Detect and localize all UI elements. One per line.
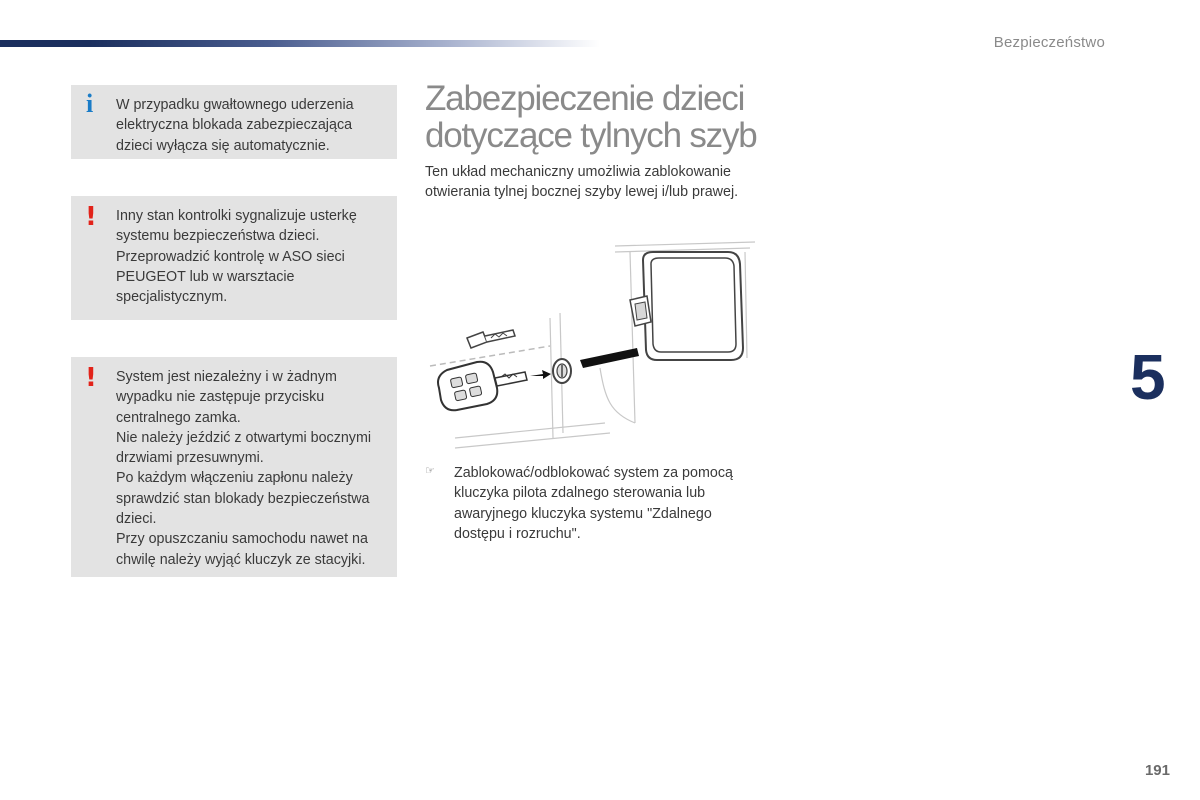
pointer-arrow (580, 348, 639, 368)
info-box (71, 85, 397, 159)
heading-line: Zabezpieczenie dzieci (425, 79, 745, 118)
warning-box-fault (71, 196, 397, 320)
warning-box-paragraph: Przy opuszczaniu samochodu nawet na chwilę należy wyjąć kluczyk ze stacyjki. (116, 531, 368, 568)
warning-box-text (116, 367, 391, 570)
lock-cylinder (553, 359, 571, 383)
warning-box-text (116, 206, 391, 307)
warning-box-paragraph: System jest niezależny i w żadnym wypadku nie zastępuje przycisku centralnego zamka. (116, 369, 337, 426)
window-frame (643, 252, 743, 360)
instruction-text: Zablokować/odblokować system za pomocą kluczyka pilota zdalnego sterowania lub awaryjnego kluczyka systemu "Zdalnego dostępu i rozruchu". (454, 465, 733, 542)
warning-box-system (71, 357, 397, 577)
remote-key-fob (438, 362, 527, 411)
warning-box-paragraph: Przeprowadzić kontrolę w ASO sieci PEUGEOT lub w warsztacie specjalistycznym. (116, 248, 345, 306)
header-gradient-bar (0, 40, 600, 47)
intro-text: Ten układ mechaniczny umożliwia zablokowanie otwierania tylnej bocznej szyby lewej i/lub prawej. (425, 164, 739, 201)
heading-line: dotyczące tylnych szyb (425, 116, 757, 155)
child-lock-illustration (425, 238, 760, 453)
warning-icon: ! (85, 363, 97, 393)
warning-box-paragraph: Po każdym włączeniu zapłonu należy sprawdzić stan blokady bezpieczeństwa dzieci. (116, 470, 370, 528)
section-title: Bezpieczeństwo (993, 34, 1105, 51)
warning-box-paragraph: Inny stan kontrolki sygnalizuje usterkę systemu bezpieczeństwa dzieci. (116, 208, 357, 245)
pointing-hand-icon: ☞ (425, 464, 435, 477)
page-number: 191 (1144, 762, 1170, 779)
page-heading (425, 80, 785, 154)
emergency-key (467, 330, 515, 348)
info-icon: i (86, 89, 94, 118)
warning-box-paragraph: Nie należy jeździć z otwartymi bocznymi drzwiami przesuwnymi. (116, 429, 372, 467)
warning-icon: ! (85, 202, 97, 232)
info-box-paragraph: W przypadku gwałtownego uderzenia elektryczna blokada zabezpieczająca dzieci wyłącza się automatycznie. (116, 97, 354, 154)
chapter-number: 5 (1130, 341, 1166, 413)
info-box-text (116, 95, 391, 156)
